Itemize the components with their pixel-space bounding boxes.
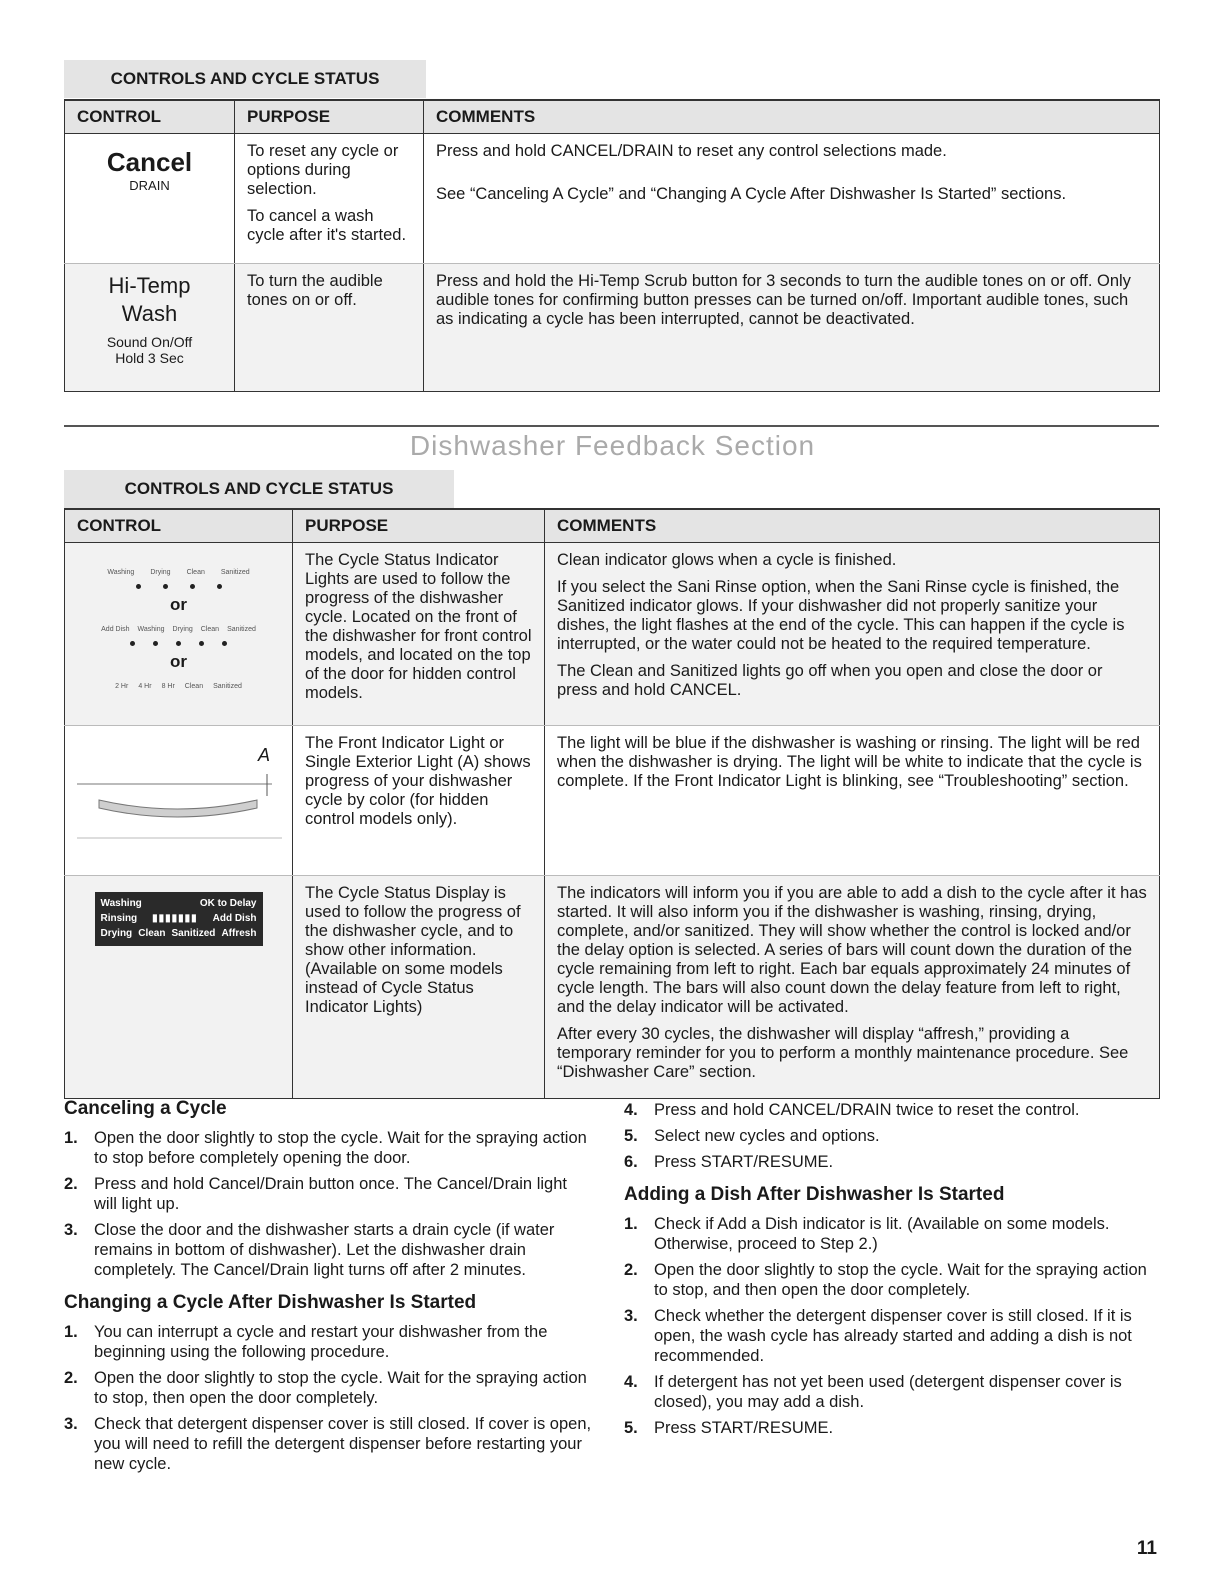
- control-cell: [65, 876, 293, 1099]
- light-label: A: [257, 745, 270, 765]
- indicator-label: Drying: [172, 626, 193, 633]
- list-item: 2. Open the door slightly to stop the cycle. Wait for the spraying action to stop, and then open the door completely.: [624, 1261, 1147, 1299]
- hi-temp-wash-label: Hi-Temp Wash: [108, 273, 191, 326]
- display-label: Drying: [100, 928, 133, 939]
- comments-cell: [424, 134, 1160, 264]
- list-item: 2. Press and hold Cancel/Drain button once. The Cancel/Drain light will light up.: [64, 1175, 567, 1213]
- or-label: or: [170, 595, 187, 614]
- adding-heading: Adding a Dish After Dishwasher Is Started: [624, 1184, 1005, 1205]
- comments-cell: [545, 726, 1160, 876]
- purpose-text: To turn the audible tones on or off.: [247, 272, 383, 309]
- drain-label: DRAIN: [129, 178, 170, 193]
- adding-steps: [624, 1214, 1159, 1438]
- section-divider: [64, 425, 1159, 427]
- list-item: 3. Close the door and the dishwasher starts a drain cycle (if water remains in bottom of dishwasher). Let the dishwasher drain completely. The Cancel/Drain light turns off after 2 minutes.: [64, 1221, 555, 1279]
- cancel-label: Cancel: [106, 147, 193, 177]
- display-label: Clean: [138, 928, 166, 939]
- display-label: Washing: [100, 898, 142, 909]
- comments-text: Clean indicator glows when a cycle is finished.: [557, 551, 897, 569]
- comments-text: Press and hold the Hi-Temp Scrub button for 3 seconds to turn the audible tones on or off. Only audible tones for confirming button presses can be turned on/off. Important audible tones, such as indicating a cycle has been interrupted, cannot be deactivated.: [436, 272, 1131, 328]
- page-number: 11: [1136, 1538, 1157, 1559]
- list-item: 6. Press START/RESUME.: [624, 1153, 834, 1171]
- indicator-label: Sanitized: [213, 683, 242, 690]
- display-label: OK to Delay: [199, 898, 257, 909]
- display-label: Add Dish: [212, 913, 257, 924]
- table-row: [65, 726, 1160, 876]
- door-light-illustration: [77, 734, 280, 854]
- list-item: 1. Check if Add a Dish indicator is lit. (Available on some models. Otherwise, proceed to Step 2.): [624, 1215, 1110, 1253]
- header-control: CONTROL: [65, 100, 235, 134]
- comments-text: See “Canceling A Cycle” and “Changing A Cycle After Dishwasher Is Started” sections.: [436, 185, 1067, 203]
- list-item: 2. Open the door slightly to stop the cycle. Wait for the spraying action to stop, then open the door completely.: [64, 1369, 587, 1407]
- comments-text: The Clean and Sanitized lights go off when you open and close the door or press and hold CANCEL.: [557, 662, 1103, 699]
- canceling-steps: [64, 1128, 592, 1280]
- purpose-cell: [235, 134, 424, 264]
- control-cell: [65, 543, 293, 726]
- indicator-label: Sanitized: [227, 626, 256, 633]
- indicator-label: 4 Hr: [138, 683, 152, 690]
- table2-tab: CONTROLS AND CYCLE STATUS: [64, 470, 454, 508]
- display-label: Rinsing: [100, 913, 138, 924]
- table1-tab: CONTROLS AND CYCLE STATUS: [64, 60, 426, 98]
- indicator-label: Drying: [150, 569, 171, 576]
- purpose-cell: [293, 543, 545, 726]
- purpose-text: To cancel a wash cycle after it's started.: [247, 207, 407, 244]
- list-item: 1. You can interrupt a cycle and restart your dishwasher from the beginning using the following procedure.: [64, 1323, 548, 1361]
- comments-cell: [545, 543, 1160, 726]
- indicator-lights: [77, 641, 280, 646]
- controls-table-2: [64, 508, 1160, 1099]
- left-column: [64, 1098, 592, 1486]
- controls-table-1: [64, 99, 1160, 392]
- header-comments: COMMENTS: [424, 100, 1160, 134]
- control-cell: [65, 726, 293, 876]
- sound-on-off-label: Sound On/Off Hold 3 Sec: [106, 334, 193, 366]
- table-row: [65, 134, 1160, 264]
- changing-steps: [64, 1322, 592, 1474]
- list-item: 3. Check whether the detergent dispenser cover is still closed. If it is open, the wash cycle has already started and adding a dish is not recommended.: [624, 1307, 1132, 1365]
- comments-cell: [545, 876, 1160, 1099]
- header-control: CONTROL: [65, 509, 293, 543]
- list-item: 5. Select new cycles and options.: [624, 1127, 880, 1145]
- door-handle-illustration: [77, 770, 282, 850]
- table-row: [65, 264, 1160, 392]
- indicator-label: Clean: [200, 626, 220, 633]
- purpose-text: To reset any cycle or options during selection.: [247, 142, 399, 198]
- comments-text: The light will be blue if the dishwasher is washing or rinsing. The light will be red when the dishwasher is drying. The light will be white to indicate that the cycle is complete. If the Front Indicator Light is blinking, see “Troubleshooting” section.: [557, 734, 1142, 790]
- indicator-label: Washing: [137, 626, 165, 633]
- changing-heading: Changing a Cycle After Dishwasher Is Started: [64, 1292, 477, 1313]
- indicator-labels: [77, 563, 280, 582]
- control-cell: [65, 264, 235, 392]
- indicator-label: Clean: [186, 569, 205, 576]
- right-column: [624, 1100, 1159, 1450]
- header-purpose: PURPOSE: [235, 100, 424, 134]
- purpose-cell: [235, 264, 424, 392]
- comments-text: Press and hold CANCEL/DRAIN to reset any control selections made.: [436, 142, 947, 160]
- purpose-text: The Front Indicator Light or Single Exterior Light (A) shows progress of your dishwasher cycle by color (for hidden control models only).: [305, 734, 531, 828]
- display-label: Sanitized: [171, 928, 216, 939]
- indicator-label: Sanitized: [220, 569, 250, 576]
- list-item: 1. Open the door slightly to stop the cycle. Wait for the spraying action to stop before completely opening the door.: [64, 1129, 587, 1167]
- indicator-label: 2 Hr: [115, 683, 129, 690]
- indicator-label: Add Dish: [101, 626, 130, 633]
- comments-text: If you select the Sani Rinse option, when the Sani Rinse cycle is finished, the Sanitized indicator glows. If your dishwasher did not properly sanitize your dishes, the light flashes at the end of the cycle. This can happen if the cycle is interrupted, or the water could not be heated to the required temperature.: [557, 578, 1125, 653]
- progress-bars: ▮▮▮▮▮▮▮: [152, 913, 198, 924]
- control-cell: [65, 134, 235, 264]
- purpose-cell: [293, 726, 545, 876]
- table-row: [65, 543, 1160, 726]
- comments-text: The indicators will inform you if you are able to add a dish to the cycle after it has started. It will also inform you if the dishwasher is washing, rinsing, drying, complete, and/or sanitized. They will show whether the control is locked and/or the delay option is selected. A series of bars will count down the duration of the cycle remaining from left to right. Each bar equals approximately 24 minutes of cycle length. The bars will also count down the delay feature from left to right, and the delay indicator will be activated.: [557, 884, 1147, 1016]
- indicator-label: Clean: [184, 683, 204, 690]
- comments-cell: [424, 264, 1160, 392]
- header-purpose: PURPOSE: [293, 509, 545, 543]
- list-item: 4. Press and hold CANCEL/DRAIN twice to reset the control.: [624, 1101, 1080, 1119]
- comments-text: After every 30 cycles, the dishwasher will display “affresh,” providing a temporary reminder for you to perform a monthly maintenance procedure. See “Dishwasher Care” section.: [557, 1025, 1129, 1081]
- list-item: 3. Check that detergent dispenser cover is still closed. If cover is open, you will need to refill the detergent dispenser before restarting your new cycle.: [64, 1415, 592, 1473]
- table-row: [65, 876, 1160, 1099]
- header-comments: COMMENTS: [545, 509, 1160, 543]
- list-item: 5. Press START/RESUME.: [624, 1419, 834, 1437]
- purpose-cell: [293, 876, 545, 1099]
- changing-steps-continued: [624, 1100, 1159, 1172]
- purpose-text: The Cycle Status Display is used to follow the progress of the dishwasher cycle, and to show other information. (Available on some models instead of Cycle Status Indicator Lights): [305, 884, 521, 1016]
- cycle-status-display: [95, 892, 263, 946]
- indicator-labels: [77, 620, 280, 639]
- display-label: Affresh: [221, 928, 257, 939]
- or-label: or: [170, 652, 187, 671]
- list-item: 4. If detergent has not yet been used (detergent dispenser cover is closed), you may add a dish.: [624, 1373, 1122, 1411]
- purpose-text: The Cycle Status Indicator Lights are used to follow the progress of the dishwasher cycle. Located on the front of the dishwasher for front control models, and located on the top of the door for hidden control models.: [305, 551, 532, 702]
- indicator-lights: [77, 584, 280, 589]
- canceling-heading: Canceling a Cycle: [64, 1098, 227, 1119]
- indicator-label: Washing: [107, 569, 135, 576]
- indicator-labels: [77, 677, 280, 696]
- section-title: Dishwasher Feedback Section: [409, 430, 816, 461]
- indicator-label: 8 Hr: [161, 683, 175, 690]
